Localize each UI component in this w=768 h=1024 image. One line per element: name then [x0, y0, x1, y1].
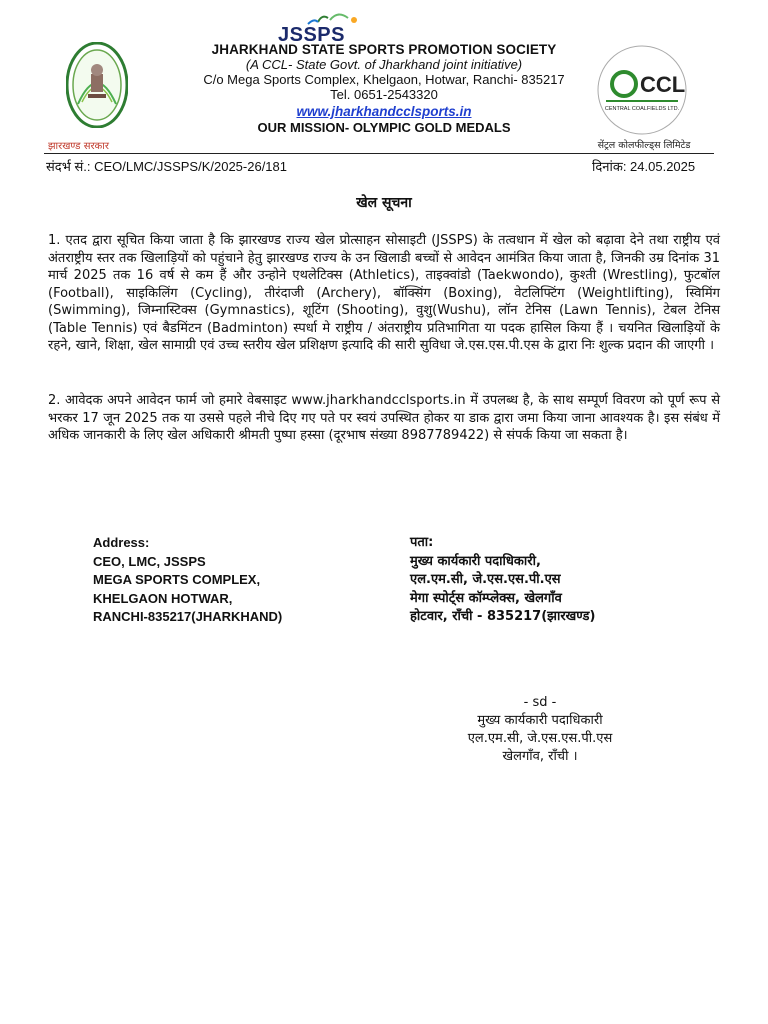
address-hi-line: मेगा स्पोर्ट्स कॉम्प्लेक्स, खेलगाँव — [410, 590, 562, 606]
address-hindi — [410, 534, 595, 627]
jharkhand-emblem-logo — [66, 42, 128, 128]
header-divider — [44, 153, 714, 154]
affiliation-line: (A CCL- State Govt. of Jharkhand joint initiative) — [245, 57, 523, 72]
paragraph-2: 2. आवेदक अपने आवेदन फार्म जो हमारे वेबसाइट www.jharkhandcclsports.in में उपलब्ध है, के साथ सम्पूर्ण विवरण को पूर्ण रूप से भरकर 17 जून 2025 तक या उससे पहले नीचे दिए गए पते पर स्वयं उपस्थित होकर या डाक द्वारा जमा किया जाना आवश्यक है। इस संबंध में अधिक जानकारी के लिए खेल अधिकारी श्रीमती पुष्पा हस्सा (दूरभाष संख्या 8987789422) से संपर्क किया जा सकता है। — [48, 393, 720, 443]
address-hi-line: एल.एम.सी, जे.एस.एस.पी.एस — [410, 572, 561, 587]
organization-name: JHARKHAND STATE SPORTS PROMOTION SOCIETY — [211, 42, 557, 57]
address-hi-line: होटवार, राँची - 835217(झारखण्ड) — [410, 609, 596, 624]
address-en-line: RANCHI-835217(JHARKHAND) — [93, 609, 283, 624]
ccl-logo — [596, 44, 688, 136]
left-logo-caption: झारखण्ड सरकार — [48, 141, 109, 152]
jssps-logo-text: JSSPS — [278, 24, 345, 46]
address-line: C/o Mega Sports Complex, Khelgaon, Hotwar, Ranchi- 835217 — [203, 72, 565, 87]
address-english — [93, 534, 282, 627]
signatory-place: खेलगाँव, राँची । — [502, 749, 578, 764]
mission-statement: OUR MISSION- OLYMPIC GOLD MEDALS — [257, 120, 511, 135]
reference-number: संदर्भ सं.: CEO/LMC/JSSPS/K/2025-26/181 — [46, 159, 287, 174]
telephone-line: Tel. 0651-2543320 — [330, 87, 438, 102]
address-en-line: Address: — [93, 535, 150, 550]
ccl-logo-subtext: CENTRAL COALFIELDS LTD. — [604, 106, 680, 112]
address-hi-line: पता: — [410, 535, 434, 550]
address-en-line: CEO, LMC, JSSPS — [93, 553, 206, 569]
signatory-title: मुख्य कार्यकारी पदाधिकारी — [477, 713, 603, 728]
address-en-line: KHELGAON HOTWAR, — [93, 590, 233, 606]
address-hi-line: मुख्य कार्यकारी पदाधिकारी, — [410, 553, 541, 569]
ccl-logo-text: CCL — [640, 72, 686, 97]
signatory-org: एल.एम.सी, जे.एस.एस.पी.एस — [467, 731, 613, 746]
signature-block — [420, 694, 660, 766]
paragraph-1: 1. एतद द्वारा सूचित किया जाता है कि झारखण्ड राज्य खेल प्रोत्साहन सोसाइटी (JSSPS) के तत्वधान में खेल को बढ़ावा देने तथा राष्ट्रीय एवं अंतराष्ट्रीय स्तर तक खिलाड़ियों को पहुंचाने हेतु झारखण्ड राज्य के उन खिलाडी बच्चों से आवेदन आमंत्रित किया जाता है, जिनकी उम्र दिनांक 31 मार्च 2025 तक 16 वर्ष से कम हैं और उन्होने एथलेटिक्स (Athletics), ताइक्वांडो (Taekwondo), कुश्ती (Wrestling), फुटबॉल (Football), साइकिलिंग (Cycling), तीरंदाजी (Archery), बॉक्सिंग (Boxing), वेटलिफ्टिंग (Weightlifting), स्विमिंग (Swimming), जिम्नास्टिक्स (Gymnastics), शूटिंग (Shooting), वुशु(Wushu), लॉन टेनिस (Lawn Tennis), टेबल टेनिस (Table Tennis) एवं बैडमिंटन (Badminton) स्पर्धा मे राष्ट्रीय / अंतराष्ट्रीय प्रतिभागिता या पदक हासिल किया हैं । चयनित खिलाड़ियों के रहने, खाने, शिक्षा, खेल सामाग्री एवं उच्च स्तरीय खेल प्रशिक्षण इत्यादि की सारी सुविधा जे.एस.एस.पी.एस के द्वारा निः शुल्क प्रदान की जाएगी । — [48, 233, 720, 353]
signature-sd: - sd - — [523, 695, 557, 710]
notice-title: खेल सूचना — [356, 195, 412, 211]
address-en-line: MEGA SPORTS COMPLEX, — [93, 572, 261, 587]
right-logo-caption: सेंट्रल कोलफील्ड्स लिमिटेड — [597, 140, 691, 151]
website-link[interactable]: www.jharkhandcclsports.in — [296, 104, 472, 119]
letterhead — [170, 42, 598, 135]
letter-date: दिनांक: 24.05.2025 — [592, 159, 696, 174]
